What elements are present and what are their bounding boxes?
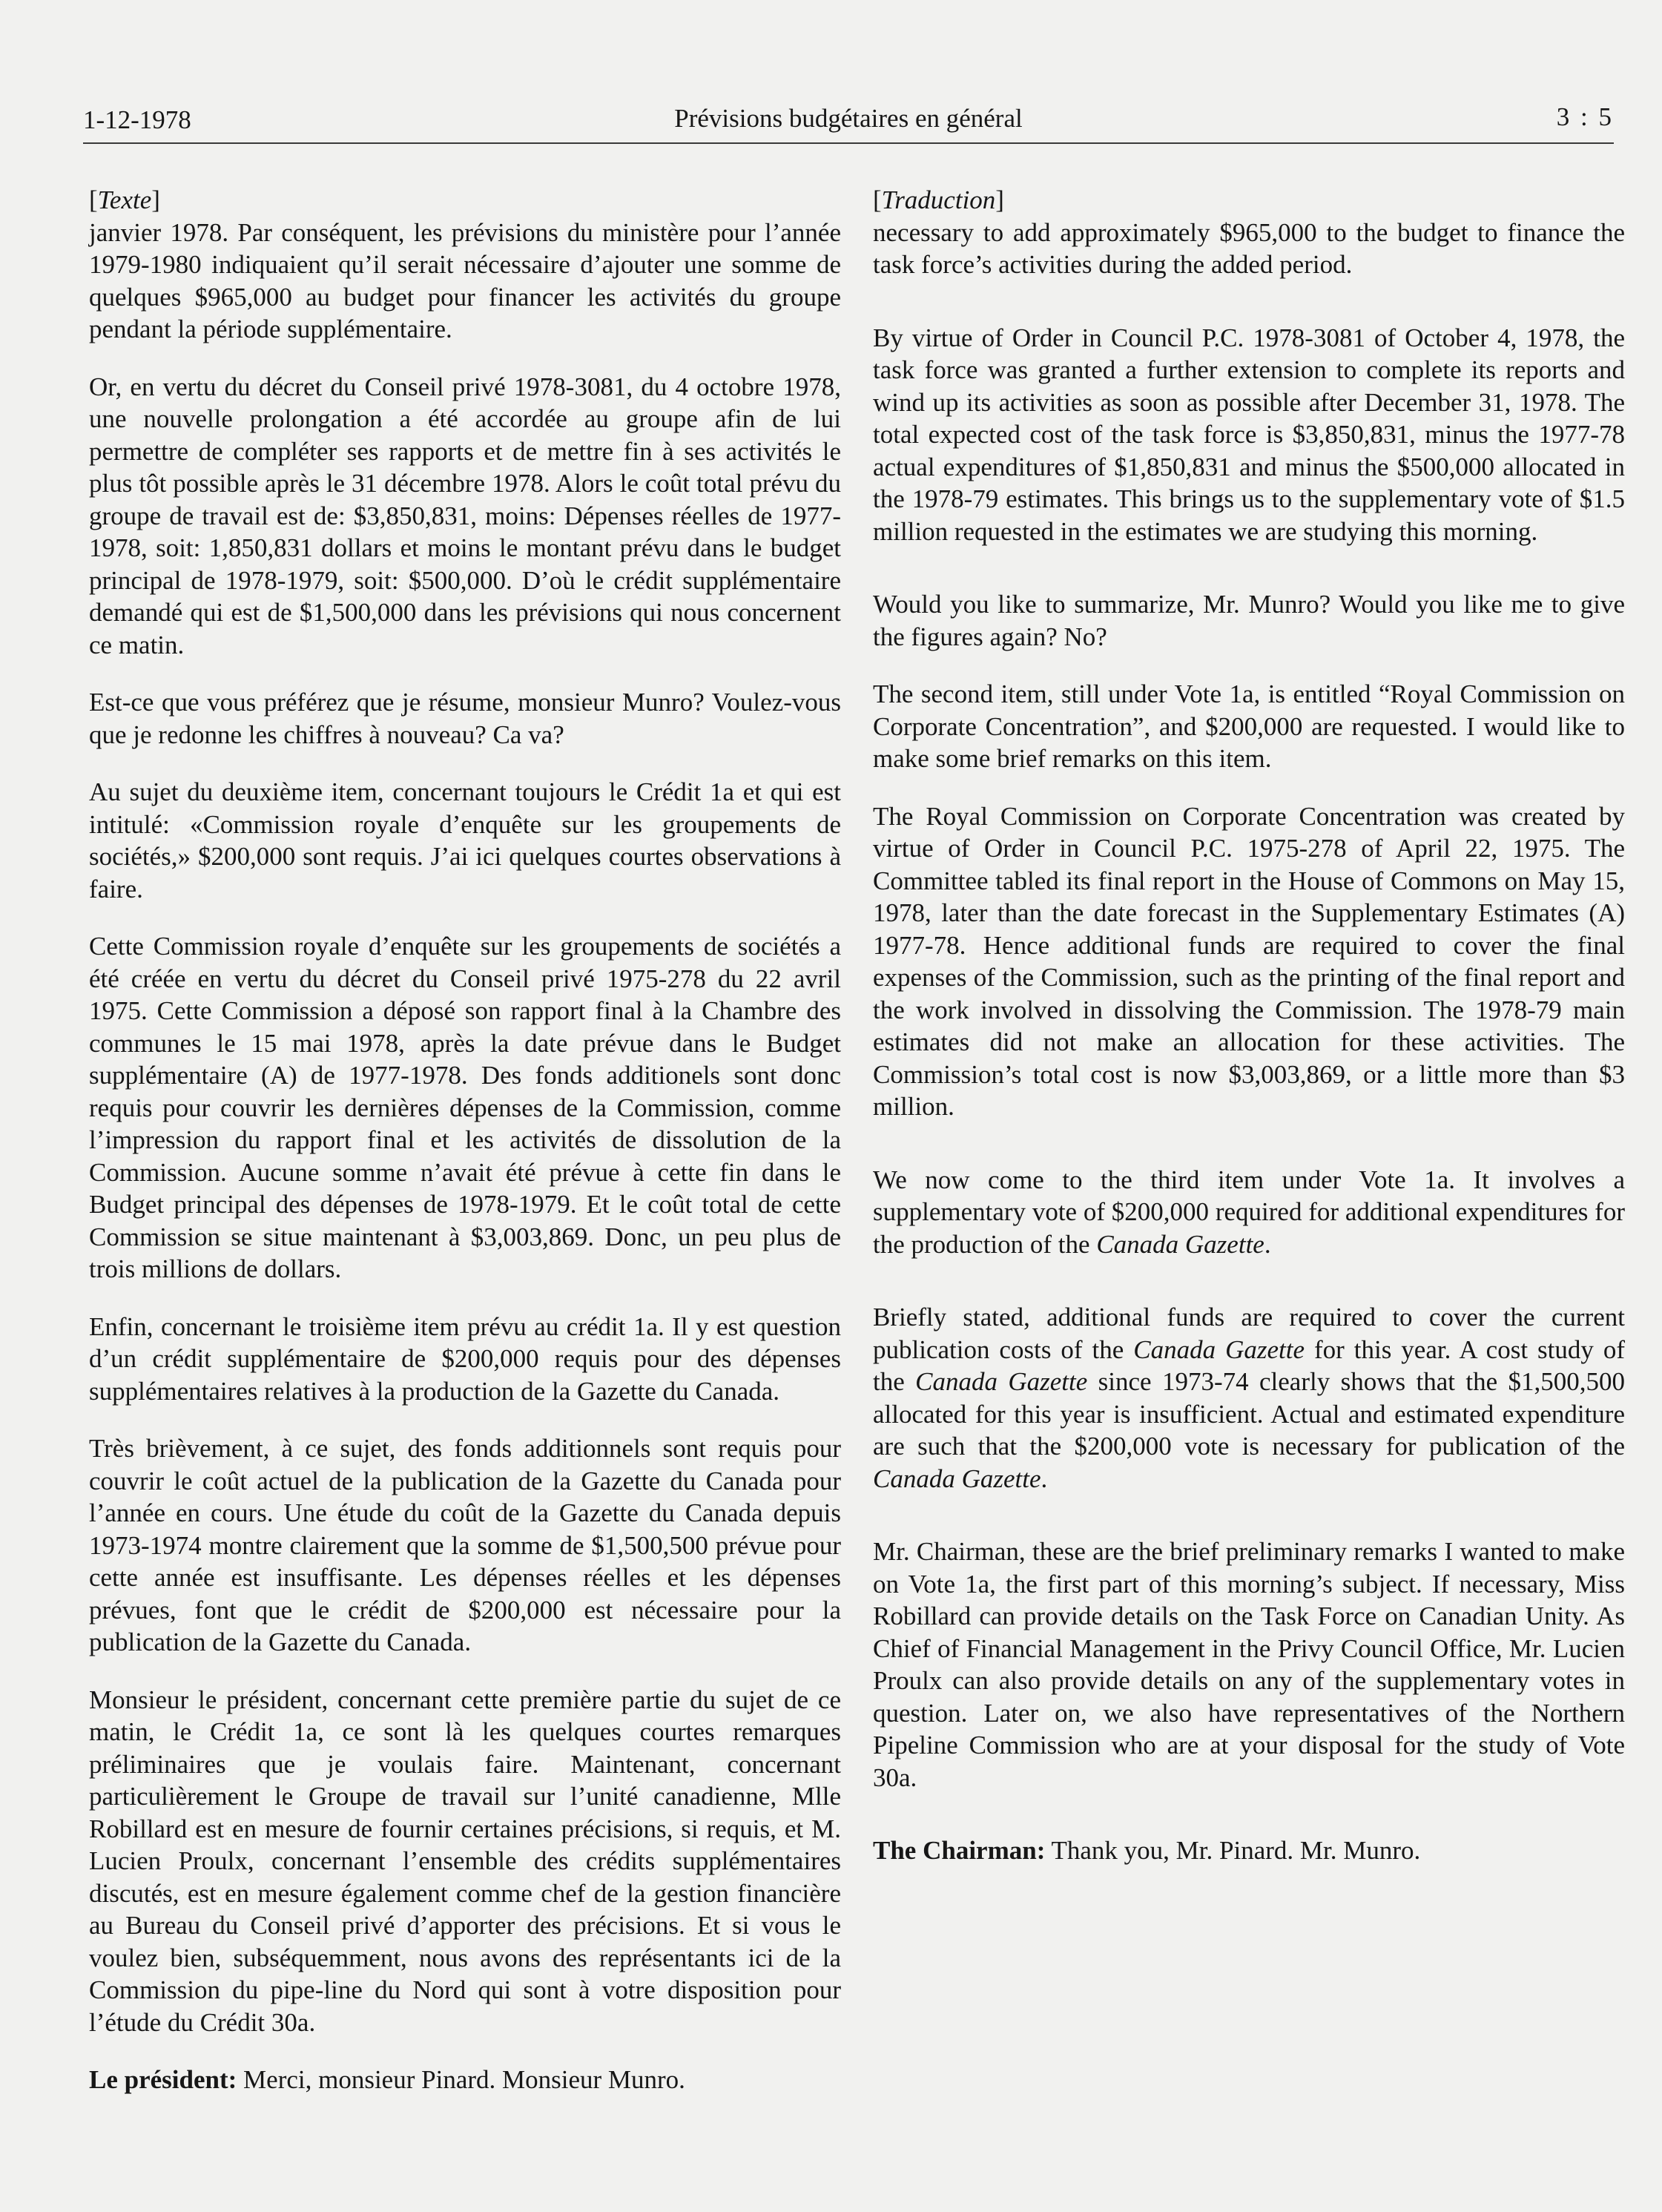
header-rule <box>83 142 1614 144</box>
paragraph: Would you like to summarize, Mr. Munro? Would you like me to give the figures again? No? <box>873 590 1625 651</box>
paragraph: Mr. Chairman, these are the brief preliminary remarks I wanted to make on Vote 1a, the first part of this morning’s subject. If necessary, Miss Robillard can provide details on the Task Force on Canadian Unity. As Chief of Financial Management in the Privy Council Office, Mr. Lucien Proulx can also provide details on any of the supplementary votes in question. Later on, we also have representatives of the Northern Pipeline Commission who are at your disposal for the study of Vote 30a. <box>873 1537 1625 1792</box>
paragraph: janvier 1978. Par conséquent, les prévisions du ministère pour l’année 1979-1980 indiquaient qu’il serait nécessaire d’ajouter une somme de quelques $965,000 au budget pour financer les activités du groupe pendant la période supplémentaire. <box>89 217 841 343</box>
speaker-name: The Chairman: <box>873 1836 1046 1865</box>
text-tag: [Texte] <box>89 185 160 214</box>
paragraph: Enfin, concernant le troisième item prévu au crédit 1a. Il y est question d’un crédit supplémentaire de $200,000 requis pour des dépenses supplémentaires relatives à la production de la Gazette du Canada. <box>89 1311 841 1406</box>
paragraph: Briefly stated, additional funds are required to cover the current publication costs of the Canada Gazette for this year. A cost study of the Canada Gazette since 1973-74 clearly shows that the $1,500,500 allocated for this year is insufficient. Actual and estimated expenditure are such that the $200,000 vote is necessary for publication of the Canada Gazette. <box>873 1303 1625 1493</box>
english-column <box>873 184 1625 1867</box>
speaker-line: The Chairman: Thank you, Mr. Pinard. Mr. Munro. <box>873 1836 1421 1865</box>
paragraph: necessary to add approximately $965,000 to the budget to finance the task force’s activities during the added period. <box>873 217 1625 279</box>
speaker-name: Le président: <box>89 2065 237 2094</box>
page-number: 3 : 5 <box>1556 102 1614 131</box>
paragraph: The Royal Commission on Corporate Concentration was created by virtue of Order in Council P.C. 1975-278 of April 22, 1975. The Committee tabled its final report in the House of Commons on May 15, 1978, later than the date forecast in the Supplementary Estimates (A) 1977-78. Hence additional funds are required to cover the final expenses of the Commission, such as the printing of the final report and the work involved in dissolving the Commission. The 1978-79 main estimates did not make an allocation for these activities. The Commission’s total cost is now $3,003,869, or a little more than $3 million. <box>873 801 1625 1121</box>
translation-tag: [Traduction] <box>873 185 1004 214</box>
paragraph: Très brièvement, à ce sujet, des fonds additionnels sont requis pour couvrir le coût actuel de la publication de la Gazette du Canada pour l’année en cours. Une étude du coût de la Gazette du Canada depuis 1973-1974 montre clairement que la somme de $1,500,500 prévue pour cette année est insuffisante. Les dépenses réelles et les dépenses prévues, font que le crédit de $200,000 est nécessaire pour la publication de la Gazette du Canada. <box>89 1434 841 1656</box>
paragraph: Monsieur le président, concernant cette première partie du sujet de ce matin, le Crédit 1a, ce sont là les quelques courtes remarques préliminaires que je voulais faire. Maintenant, concernant particulièrement le Groupe de travail sur l’unité canadienne, Mlle Robillard est en mesure de fournir certaines précisions, si requis, et M. Lucien Proulx, concernant l’ensemble des crédits supplémentaires discutés, est en mesure également comme chef de la gestion financière au Bureau du Conseil privé d’apporter des précisions. Et si vous le voulez bien, subséquemment, nous avons des représentants ici de la Commission du pipe-line du Nord qui sont à votre disposition pour l’étude du Crédit 30a. <box>89 1685 841 2037</box>
header-date: 1-12-1978 <box>83 105 191 134</box>
speaker-line: Le président: Merci, monsieur Pinard. Monsieur Munro. <box>89 2065 685 2094</box>
paragraph: Or, en vertu du décret du Conseil privé 1978-3081, du 4 octobre 1978, une nouvelle prolongation a été accordée au groupe afin de lui permettre de compléter ses rapports et de mettre fin à ses activités le plus tôt possible après le 31 décembre 1978. Alors le coût total prévu du groupe de travail est de: $3,850,831, moins: Dépenses réelles de 1977-1978, soit: 1,850,831 dollars et moins le montant prévu dans le budget principal de 1978-1979, soit: $500,000. D’où le crédit supplémentaire demandé qui est de $1,500,000 dans les prévisions qui nous concernent ce matin. <box>89 372 841 659</box>
paragraph: We now come to the third item under Vote 1a. It involves a supplementary vote of $200,000 required for additional expenditures for the production of the Canada Gazette. <box>873 1165 1625 1259</box>
header-title: Prévisions budgétaires en général <box>674 104 1023 133</box>
paragraph: Est-ce que vous préférez que je résume, monsieur Munro? Voulez-vous que je redonne les chiffres à nouveau? Ca va? <box>89 688 841 749</box>
paragraph: Cette Commission royale d’enquête sur les groupements de sociétés a été créée en vertu du décret du Conseil privé 1975-278 du 22 avril 1975. Cette Commission a déposé son rapport final à la Chambre des communes le 15 mai 1978, après la date prévue dans le Budget supplémentaire (A) de 1977-1978. Des fonds additionels sont donc requis pour couvrir les dernières dépenses de la Commission, comme l’impression du rapport final et les activités de dissolution de la Commission. Aucune somme n’avait été prévue à cette fin dans le Budget principal des dépenses de 1978-1979. Et le coût total de cette Commission se situe maintenant à $3,003,869. Donc, un peu plus de trois millions de dollars. <box>89 932 841 1283</box>
running-header <box>83 101 1614 139</box>
paragraph: The second item, still under Vote 1a, is entitled “Royal Commission on Corporate Concentration”, and $200,000 are requested. I would like to make some brief remarks on this item. <box>873 679 1625 773</box>
paragraph: Au sujet du deuxième item, concernant toujours le Crédit 1a et qui est intitulé: «Commission royale d’enquête sur les groupements de sociétés,» $200,000 sont requis. J’ai ici quelques courtes observations à faire. <box>89 777 841 903</box>
paragraph: By virtue of Order in Council P.C. 1978-3081 of October 4, 1978, the task force was granted a further extension to complete its reports and wind up its activities as soon as possible after December 31, 1978. The total expected cost of the task force is $3,850,831, minus the 1977-78 actual expenditures of $1,850,831 and minus the $500,000 allocated in the 1978-79 estimates. This brings us to the supplementary vote of $1.5 million requested in the estimates we are studying this morning. <box>873 323 1625 546</box>
french-column <box>89 184 841 2096</box>
